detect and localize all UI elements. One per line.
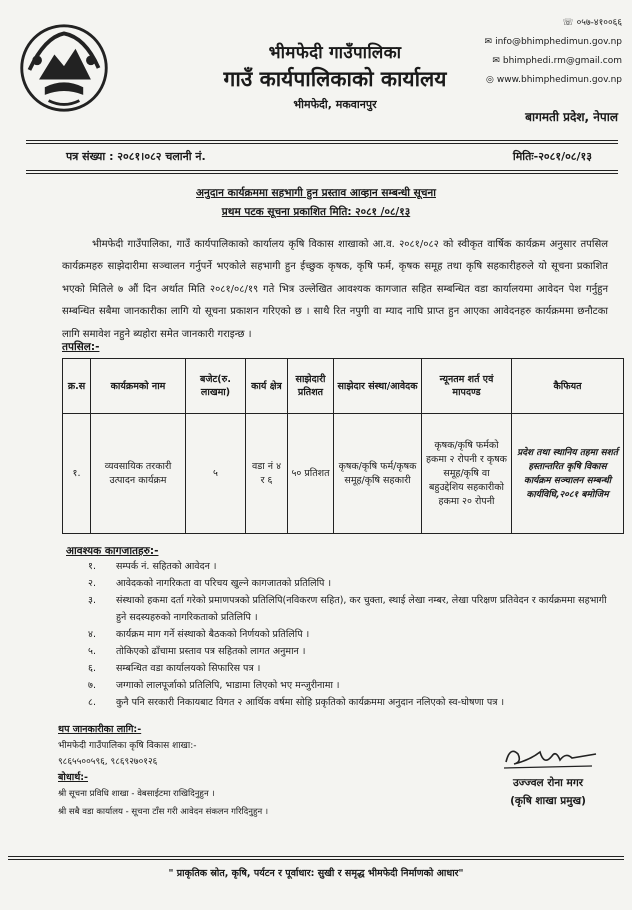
column-header: न्यूनतम शर्त एवं मापदण्ड bbox=[422, 359, 512, 414]
more-info-heading: थप जानकारीका लागि:- bbox=[58, 724, 142, 735]
table-cell: कृषक/कृषि फर्मको हकमा २ रोपनी र कृषक समूह/कृषि वा बहुउद्देशिय सहकारीको हकमा २० रोपनी bbox=[422, 414, 512, 534]
list-item: ५. तोकिएको ढाँचामा प्रस्ताव पत्र सहितको लागत अनुमान । bbox=[88, 646, 306, 657]
reference-number: पत्र संख्या : २०८१।०८२ चलानी नं. bbox=[66, 150, 206, 163]
phone-icon: ☏ bbox=[562, 18, 574, 28]
table-cell: कृषक/कृषि फर्म/कृषक समूह/कृषि सहकारी bbox=[334, 414, 422, 534]
subject-block bbox=[0, 184, 632, 222]
table-cell-remark: प्रदेश तथा स्थानिय तहमा सशर्त हस्तान्तरित कृषि विकास कार्यक्रम सञ्चालन सम्बन्धी कार्यविधि,२०८१ बमोजिम bbox=[512, 414, 624, 534]
bodharth-item: श्री सबै वडा कार्यालय - सूचना टाँस गरी आवेदन संकलन गरिदिनुहुन । bbox=[58, 807, 269, 817]
email-secondary[interactable]: bhimphedi.rm@gmail.com bbox=[502, 56, 622, 66]
email-icon: ✉ bbox=[484, 37, 493, 47]
signer-name: उज्ज्वल रोना मगर bbox=[512, 777, 584, 789]
footer-slogan: " प्राकृतिक स्रोत, कृषि, पर्यटन र पूर्वाधार: सुखी र समृद्ध भीमफेदी निर्माणको आधार" bbox=[168, 868, 464, 879]
table-cell: ५ bbox=[186, 414, 246, 534]
email-primary[interactable]: info@bhimphedimun.gov.np bbox=[495, 37, 622, 47]
nepal-emblem-logo bbox=[16, 20, 112, 116]
details-heading: तपसिल:- bbox=[62, 341, 100, 353]
table-cell: ५० प्रतिशत bbox=[288, 414, 334, 534]
divider bbox=[26, 170, 618, 174]
phone-number: ०५७-४१००६६ bbox=[576, 18, 622, 28]
list-item: ८. कुनै पनि सरकारी निकायबाट विगत २ आर्थिक वर्षमा सोहि प्रकृतिको कार्यक्रममा अनुदान नलिएको स्व-घोषणा पत्र । bbox=[88, 697, 505, 708]
table-cell: १. bbox=[63, 414, 91, 534]
program-table bbox=[62, 358, 624, 534]
divider bbox=[8, 856, 624, 860]
more-info-office: भीमफेदी गाउँपालिका कृषि विकास शाखा:- bbox=[58, 741, 197, 751]
signer-title: (कृषि शाखा प्रमुख) bbox=[510, 795, 586, 807]
globe-icon: ◎ bbox=[486, 75, 494, 85]
bodharth-heading: बोधार्थ:- bbox=[58, 772, 89, 783]
list-item: ३. संस्थाको हकमा दर्ता गरेको प्रमाणपत्रको प्रतिलिपि(नविकरण सहित), कर चुक्ता, स्थाई लेखा नम्बर, लेखा परिक्षण प्रतिवेदन र कार्यक्रममा सहभागी हुने सदस्यहरुको नागरिकताको प्रतिलिपि । bbox=[88, 595, 607, 623]
column-header: साझेदारी प्रतिशत bbox=[288, 359, 334, 414]
list-item: ६. सम्बन्धित वडा कार्यालयको सिफारिस पत्र । bbox=[88, 663, 261, 674]
subject-publish-date: प्रथम पटक सूचना प्रकाशित मिति: २०८१ /०८/१३ bbox=[221, 206, 411, 218]
table-header-row bbox=[63, 359, 624, 414]
required-docs-heading: आवश्यक कागजातहरु:- bbox=[66, 545, 159, 557]
website-link[interactable]: www.bhimphedimun.gov.np bbox=[496, 75, 622, 85]
divider bbox=[26, 140, 618, 144]
list-item: १. सम्पर्क नं. सहितको आवेदन । bbox=[88, 561, 217, 572]
list-item: ७. जग्गाको लालपूर्जाको प्रतिलिपि, भाडामा लिएको भए मन्जुरीनामा । bbox=[88, 680, 340, 691]
list-item: ४. कार्यक्रम माग गर्ने संस्थाको बैठकको निर्णयको प्रतिलिपि । bbox=[88, 629, 310, 640]
reference-line bbox=[66, 149, 592, 164]
email-icon: ✉ bbox=[492, 56, 500, 66]
column-header: कार्यक्रमको नाम bbox=[91, 359, 186, 414]
column-header: बजेट(रु. लाखमा) bbox=[186, 359, 246, 414]
column-header: क्र.स bbox=[63, 359, 91, 414]
org-name-line1: भीमफेदी गाउँपालिका bbox=[268, 43, 402, 63]
column-header: कार्य क्षेत्र bbox=[246, 359, 288, 414]
table-cell: वडा नं ४ र ६ bbox=[246, 414, 288, 534]
more-info-phones: ९८६५५००५९६, ९८६९२७०१२६ bbox=[58, 757, 158, 767]
table-row bbox=[63, 414, 624, 534]
contact-block bbox=[442, 14, 622, 90]
body-paragraph: भीमफेदी गाउँपालिका, गाउँ कार्यपालिकाको कार्यालय कृषि विकास शाखाको आ.व. २०८१/०८२ को स्वीकृत वार्षिक कार्यक्रम अनुसार तपसिल कार्यक्रमहरु साझेदारीमा सञ्चालन गर्नुपर्ने भएकोले सहभागी हुन ईच्छुक कृषक, कृषि फर्म, कृषक समूह तथा कृषि सहकारीहरुले यो सूचना प्रकाशित भएको मितिले ७ औं दिन अर्थात मिति २०८१/०८/१९ गते भित्र उल्लेखित आवश्यक कागजात सहित सम्बन्धित वडा कार्यालयमा आवेदन पेश गर्नुहुन सम्बन्धित सबैमा जानकारीका लागि यो सूचना प्रकाशन गरिएको छ । साथै रित नपुगी वा म्याद नाघि प्राप्त हुन आएका आवेदनहरु कार्यक्रममा छनौटका लागि समावेश नहुने ब्यहोरा समेत जानकारी गराइन्छ । bbox=[62, 239, 608, 340]
letterhead-title bbox=[185, 40, 485, 112]
column-header: कैफियत bbox=[512, 359, 624, 414]
org-address: भीमफेदी, मकवानपुर bbox=[293, 98, 377, 111]
list-item: २. आवेदकको नागरिकता वा परिचय खुल्ने कागजातको प्रतिलिपि । bbox=[88, 578, 332, 589]
signature bbox=[500, 740, 600, 774]
notice-date: मितिः-२०८१/०८/१३ bbox=[512, 150, 592, 163]
bodharth-item: श्री सूचना प्रविधि शाखा - वेबसाईटमा राखिदिनुहुन । bbox=[58, 789, 215, 799]
table-cell: व्यवसायिक तरकारी उत्पादन कार्यक्रम bbox=[91, 414, 186, 534]
required-docs-list bbox=[70, 558, 608, 711]
column-header: साझेदार संस्था/आवेदक bbox=[334, 359, 422, 414]
org-name-line2: गाउँ कार्यपालिकाको कार्यालय bbox=[223, 67, 447, 91]
province-label: बागमती प्रदेश, नेपाल bbox=[525, 110, 618, 124]
subject-title: अनुदान कार्यक्रममा सहभागी हुन प्रस्ताव आव्हान सम्बन्धी सूचना bbox=[196, 187, 436, 199]
